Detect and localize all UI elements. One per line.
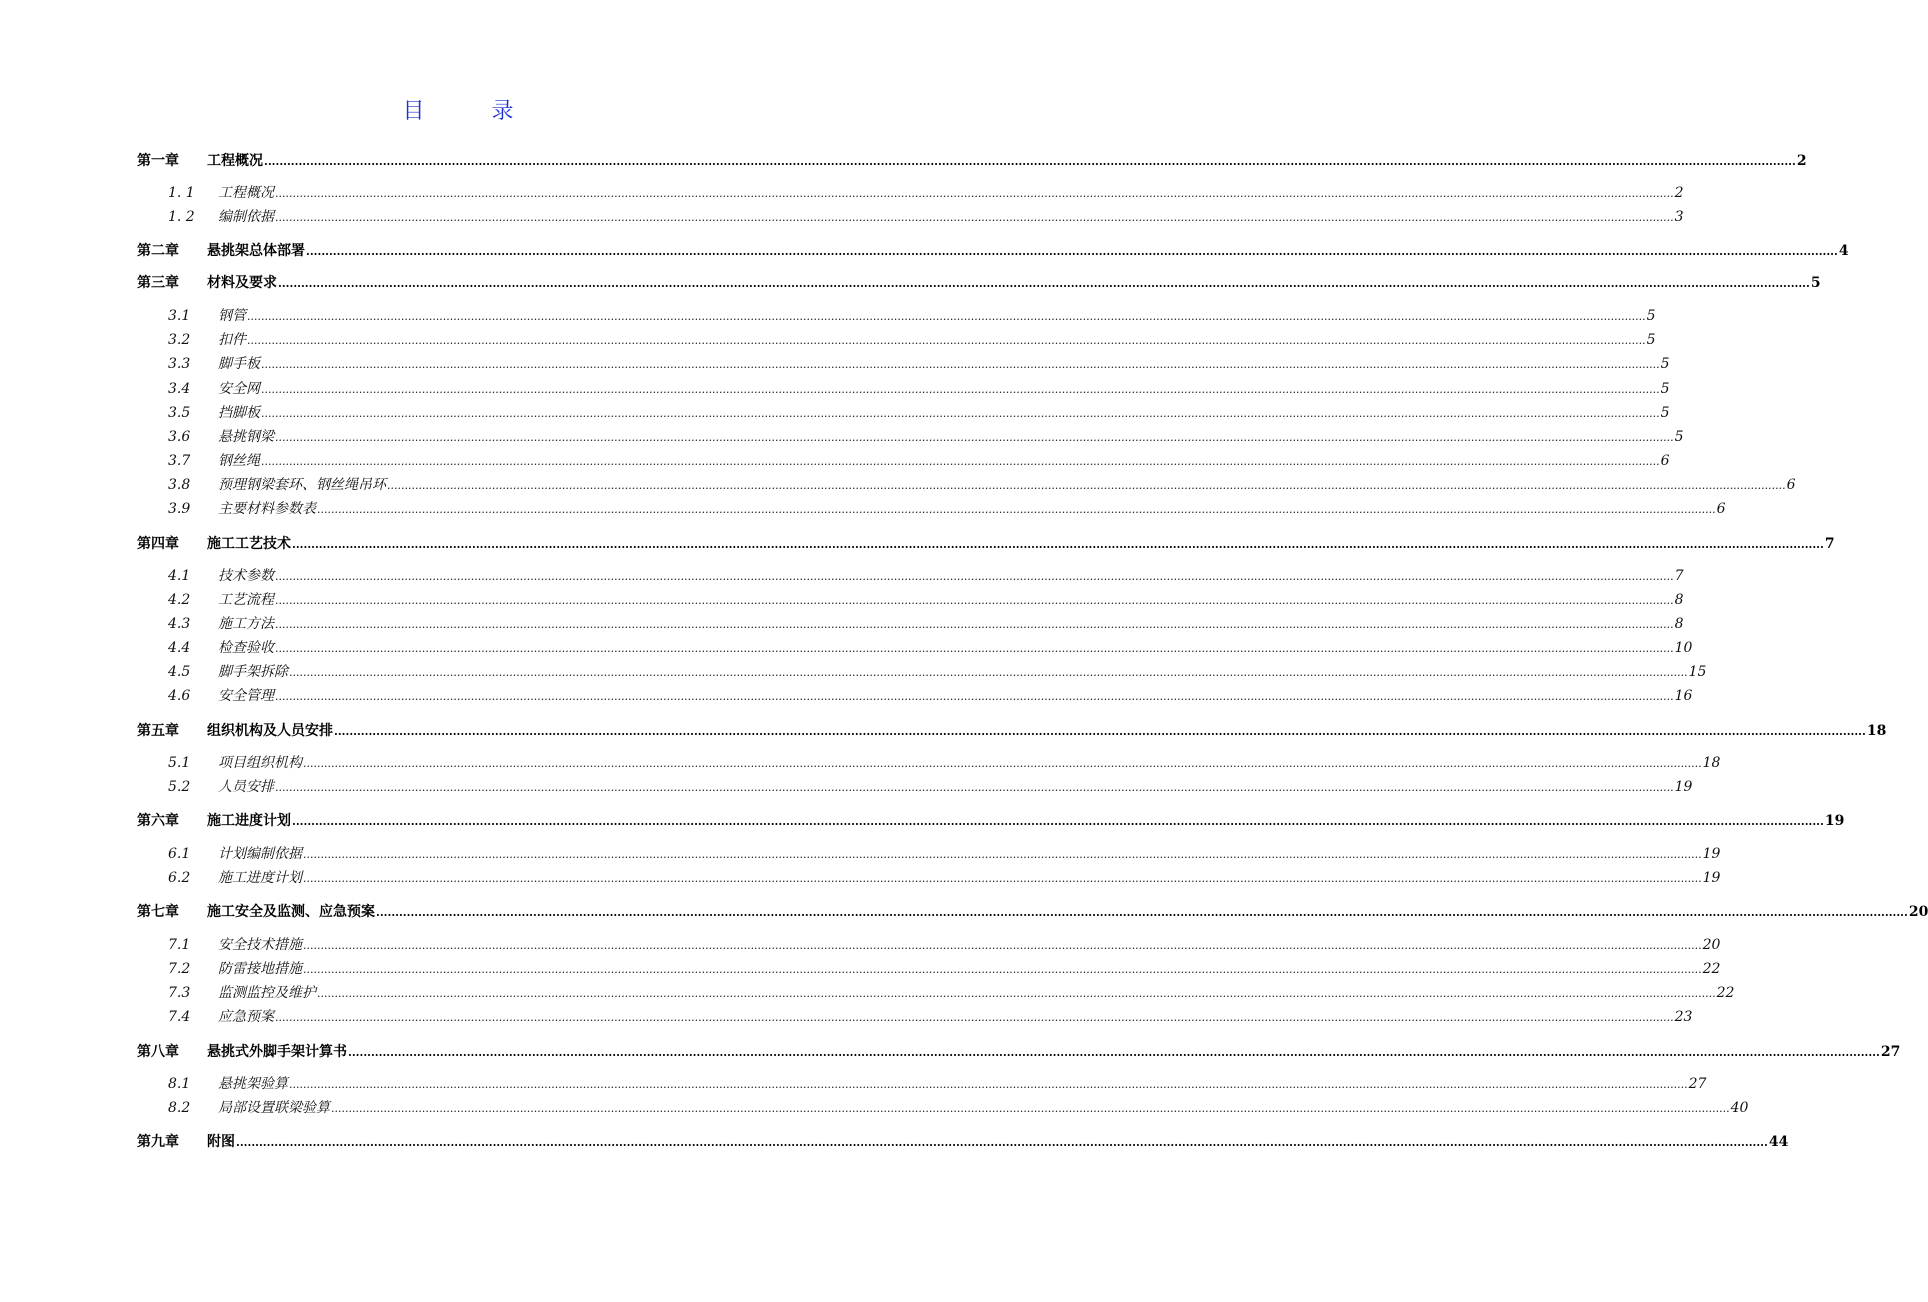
toc-entry-number: 3.1	[168, 308, 191, 324]
toc-entry-number: 7.2	[168, 961, 191, 977]
toc-entry-title: 预理钢梁套环、钢丝绳吊环	[218, 477, 386, 493]
toc-page-number: 4	[1838, 243, 1849, 259]
toc-section-row[interactable]	[168, 589, 1684, 609]
toc-entry-number: 第六章	[137, 813, 179, 829]
toc-entry-title: 安全管理	[218, 688, 274, 704]
toc-entry-title: 安全技术措施	[218, 937, 302, 953]
toc-page-number: 7	[1674, 568, 1684, 584]
toc-entry-number: 3.8	[168, 477, 191, 493]
toc-leader-dots: ................................................................................................................................................................................................................................................................................................................................................................................................................	[275, 642, 1674, 655]
toc-page-number: 22	[1716, 985, 1735, 1001]
toc-page-number: 19	[1702, 870, 1721, 886]
toc-leader-dots: ................................................................................................................................................................................................................................................................................................................................................................................................................	[303, 848, 1702, 861]
toc-section-row[interactable]	[168, 661, 1707, 681]
toc-entry-title: 计划编制依据	[218, 846, 302, 862]
toc-entry-title: 编制依据	[218, 209, 274, 225]
toc-chapter-row[interactable]	[137, 533, 1835, 553]
toc-leader-dots: ................................................................................................................................................................................................................................................................................................................................................................................................................	[247, 310, 1646, 323]
toc-leader-dots: ................................................................................................................................................................................................................................................................................................................................................................................................................	[303, 757, 1702, 770]
toc-section-row[interactable]	[168, 1097, 1749, 1117]
toc-leader-dots: ................................................................................................................................................................................................................................................................................................................................................................................................................	[292, 538, 1824, 551]
toc-section-row[interactable]	[168, 934, 1721, 954]
toc-leader-dots: ................................................................................................................................................................................................................................................................................................................................................................................................................	[261, 383, 1660, 396]
toc-leader-dots: ................................................................................................................................................................................................................................................................................................................................................................................................................	[303, 872, 1702, 885]
toc-page-number: 23	[1674, 1009, 1693, 1025]
toc-entry-title: 监测监控及维护	[218, 985, 316, 1001]
toc-entry-number: 7.4	[168, 1009, 191, 1025]
toc-leader-dots: ................................................................................................................................................................................................................................................................................................................................................................................................................	[331, 1102, 1730, 1115]
toc-chapter-row[interactable]	[137, 240, 1849, 260]
toc-entry-title: 技术参数	[218, 568, 274, 584]
toc-entry-title: 钢丝绳	[218, 453, 260, 469]
toc-section-row[interactable]	[168, 752, 1721, 772]
toc-leader-dots: ................................................................................................................................................................................................................................................................................................................................................................................................................	[275, 211, 1674, 224]
toc-leader-dots: ................................................................................................................................................................................................................................................................................................................................................................................................................	[261, 358, 1660, 371]
toc-section-row[interactable]	[168, 867, 1721, 887]
toc-title: 目 录	[402, 99, 544, 124]
toc-entry-number: 4.1	[168, 568, 191, 584]
toc-chapter-row[interactable]	[137, 150, 1807, 170]
toc-leader-dots: ................................................................................................................................................................................................................................................................................................................................................................................................................	[261, 455, 1660, 468]
toc-section-row[interactable]	[168, 843, 1721, 863]
toc-page-number: 8	[1674, 616, 1684, 632]
toc-section-row[interactable]	[168, 498, 1726, 518]
toc-leader-dots: ................................................................................................................................................................................................................................................................................................................................................................................................................	[236, 1136, 1768, 1149]
toc-entry-number: 第三章	[137, 275, 179, 291]
toc-entry-number: 5.2	[168, 779, 191, 795]
toc-chapter-row[interactable]	[137, 1131, 1789, 1151]
toc-leader-dots: ................................................................................................................................................................................................................................................................................................................................................................................................................	[292, 815, 1824, 828]
toc-leader-dots: ................................................................................................................................................................................................................................................................................................................................................................................................................	[275, 690, 1674, 703]
toc-section-row[interactable]	[168, 565, 1684, 585]
toc-section-row[interactable]	[168, 450, 1670, 470]
toc-chapter-row[interactable]	[137, 1041, 1901, 1061]
toc-section-row[interactable]	[168, 958, 1721, 978]
toc-section-row[interactable]	[168, 426, 1684, 446]
toc-entry-number: 7.1	[168, 937, 191, 953]
toc-page-number: 19	[1702, 846, 1721, 862]
toc-entry-number: 1. 1	[168, 185, 195, 201]
toc-entry-title: 扣件	[218, 332, 246, 348]
toc-entry-title: 人员安排	[218, 779, 274, 795]
toc-entry-title: 工程概况	[207, 153, 263, 169]
toc-entry-number: 6.2	[168, 870, 191, 886]
toc-page-number: 5	[1810, 275, 1821, 291]
toc-entry-number: 3.7	[168, 453, 191, 469]
toc-leader-dots: ................................................................................................................................................................................................................................................................................................................................................................................................................	[303, 939, 1702, 952]
toc-entry-number: 4.6	[168, 688, 191, 704]
toc-page-number: 27	[1880, 1044, 1901, 1060]
toc-entry-number: 4.5	[168, 664, 191, 680]
toc-section-row[interactable]	[168, 613, 1684, 633]
toc-entry-title: 悬挑式外脚手架计算书	[207, 1044, 347, 1060]
toc-entry-number: 4.2	[168, 592, 191, 608]
toc-entry-number: 3.2	[168, 332, 191, 348]
toc-page-number: 8	[1674, 592, 1684, 608]
toc-entry-number: 第一章	[137, 153, 179, 169]
toc-leader-dots: ................................................................................................................................................................................................................................................................................................................................................................................................................	[306, 245, 1838, 258]
toc-entry-title: 附图	[207, 1134, 235, 1150]
toc-chapter-row[interactable]	[137, 272, 1821, 292]
toc-leader-dots: ................................................................................................................................................................................................................................................................................................................................................................................................................	[264, 155, 1796, 168]
toc-entry-number: 3.9	[168, 501, 191, 517]
toc-entry-number: 7.3	[168, 985, 191, 1001]
toc-section-row[interactable]	[168, 685, 1693, 705]
toc-leader-dots: ................................................................................................................................................................................................................................................................................................................................................................................................................	[275, 570, 1674, 583]
toc-entry-number: 第四章	[137, 536, 179, 552]
toc-section-row[interactable]	[168, 982, 1735, 1002]
toc-section-row[interactable]	[168, 1073, 1707, 1093]
toc-page-number: 5	[1674, 429, 1684, 445]
toc-entry-number: 4.3	[168, 616, 191, 632]
toc-section-row[interactable]	[168, 378, 1670, 398]
toc-page-number: 20	[1908, 904, 1928, 920]
toc-leader-dots: ................................................................................................................................................................................................................................................................................................................................................................................................................	[334, 725, 1866, 738]
toc-page-number: 5	[1646, 332, 1656, 348]
toc-entry-number: 8.2	[168, 1100, 191, 1116]
toc-section-row[interactable]	[168, 182, 1684, 202]
toc-entry-number: 3.5	[168, 405, 191, 421]
toc-entry-number: 第九章	[137, 1134, 179, 1150]
toc-entry-number: 第七章	[137, 904, 179, 920]
toc-leader-dots: ................................................................................................................................................................................................................................................................................................................................................................................................................	[387, 479, 1786, 492]
toc-leader-dots: ................................................................................................................................................................................................................................................................................................................................................................................................................	[261, 407, 1660, 420]
toc-entry-number: 5.1	[168, 755, 191, 771]
toc-section-row[interactable]	[168, 206, 1684, 226]
toc-chapter-row[interactable]	[137, 720, 1887, 740]
toc-entry-title: 工程概况	[218, 185, 274, 201]
toc-entry-title: 局部设置联梁验算	[218, 1100, 330, 1116]
toc-entry-title: 施工进度计划	[218, 870, 302, 886]
toc-entry-number: 3.4	[168, 381, 191, 397]
toc-page-number: 2	[1796, 153, 1807, 169]
toc-chapter-row[interactable]	[137, 810, 1845, 830]
toc-section-row[interactable]	[168, 776, 1693, 796]
toc-page-number: 22	[1702, 961, 1721, 977]
toc-entry-number: 6.1	[168, 846, 191, 862]
toc-page-number: 27	[1688, 1076, 1707, 1092]
toc-page-number: 10	[1674, 640, 1693, 656]
toc-leader-dots: ................................................................................................................................................................................................................................................................................................................................................................................................................	[275, 1011, 1674, 1024]
toc-page-number: 5	[1660, 381, 1670, 397]
toc-leader-dots: ................................................................................................................................................................................................................................................................................................................................................................................................................	[317, 503, 1716, 516]
toc-page-number: 15	[1688, 664, 1707, 680]
toc-section-row[interactable]	[168, 1006, 1693, 1026]
toc-entry-title: 防雷接地措施	[218, 961, 302, 977]
toc-section-row[interactable]	[168, 474, 1796, 494]
toc-page-number: 3	[1674, 209, 1684, 225]
toc-section-row[interactable]	[168, 305, 1656, 325]
toc-section-row[interactable]	[168, 353, 1670, 373]
toc-entry-title: 脚手架拆除	[218, 664, 288, 680]
toc-leader-dots: ................................................................................................................................................................................................................................................................................................................................................................................................................	[275, 431, 1674, 444]
toc-page-number: 2	[1674, 185, 1684, 201]
toc-entry-number: 8.1	[168, 1076, 191, 1092]
toc-entry-number: 4.4	[168, 640, 191, 656]
toc-page-number: 18	[1866, 723, 1887, 739]
toc-section-row[interactable]	[168, 329, 1656, 349]
toc-entry-title: 施工工艺技术	[207, 536, 291, 552]
toc-page-number: 7	[1824, 536, 1835, 552]
toc-entry-title: 悬挑架总体部署	[207, 243, 305, 259]
toc-entry-title: 挡脚板	[218, 405, 260, 421]
toc-leader-dots: ................................................................................................................................................................................................................................................................................................................................................................................................................	[317, 987, 1716, 1000]
toc-entry-number: 第八章	[137, 1044, 179, 1060]
toc-page-number: 6	[1786, 477, 1796, 493]
toc-page-number: 19	[1824, 813, 1845, 829]
toc-entry-number: 1. 2	[168, 209, 195, 225]
toc-leader-dots: ................................................................................................................................................................................................................................................................................................................................................................................................................	[247, 334, 1646, 347]
toc-entry-title: 主要材料参数表	[218, 501, 316, 517]
toc-leader-dots: ................................................................................................................................................................................................................................................................................................................................................................................................................	[275, 618, 1674, 631]
toc-page-number: 5	[1646, 308, 1656, 324]
toc-entry-title: 检查验收	[218, 640, 274, 656]
toc-entry-title: 悬挑钢梁	[218, 429, 274, 445]
toc-entry-title: 项目组织机构	[218, 755, 302, 771]
toc-entry-title: 应急预案	[218, 1009, 274, 1025]
toc-leader-dots: ................................................................................................................................................................................................................................................................................................................................................................................................................	[289, 666, 1688, 679]
toc-page-number: 19	[1674, 779, 1693, 795]
toc-entry-title: 施工进度计划	[207, 813, 291, 829]
toc-leader-dots: ................................................................................................................................................................................................................................................................................................................................................................................................................	[275, 187, 1674, 200]
toc-section-row[interactable]	[168, 637, 1693, 657]
toc-page-number: 40	[1730, 1100, 1749, 1116]
toc-entry-title: 安全网	[218, 381, 260, 397]
toc-entry-title: 工艺流程	[218, 592, 274, 608]
toc-page-number: 5	[1660, 356, 1670, 372]
toc-chapter-row[interactable]	[137, 901, 1928, 921]
toc-entry-title: 组织机构及人员安排	[207, 723, 333, 739]
toc-page-number: 18	[1702, 755, 1721, 771]
toc-section-row[interactable]	[168, 402, 1670, 422]
toc-leader-dots: ................................................................................................................................................................................................................................................................................................................................................................................................................	[275, 594, 1674, 607]
toc-page-number: 6	[1716, 501, 1726, 517]
toc-entry-title: 材料及要求	[207, 275, 277, 291]
toc-entry-number: 3.3	[168, 356, 191, 372]
toc-leader-dots: ................................................................................................................................................................................................................................................................................................................................................................................................................	[275, 781, 1674, 794]
toc-entry-title: 施工安全及监测、应急预案	[207, 904, 375, 920]
toc-page-number: 20	[1702, 937, 1721, 953]
toc-leader-dots: ................................................................................................................................................................................................................................................................................................................................................................................................................	[289, 1078, 1688, 1091]
toc-page-number: 5	[1660, 405, 1670, 421]
toc-leader-dots: ................................................................................................................................................................................................................................................................................................................................................................................................................	[303, 963, 1702, 976]
toc-entry-title: 钢管	[218, 308, 246, 324]
toc-page-number: 6	[1660, 453, 1670, 469]
toc-entry-title: 悬挑架验算	[218, 1076, 288, 1092]
toc-leader-dots: ................................................................................................................................................................................................................................................................................................................................................................................................................	[376, 906, 1908, 919]
toc-page-number: 44	[1768, 1134, 1789, 1150]
toc-leader-dots: ................................................................................................................................................................................................................................................................................................................................................................................................................	[278, 277, 1810, 290]
toc-page-number: 16	[1674, 688, 1693, 704]
toc-leader-dots: ................................................................................................................................................................................................................................................................................................................................................................................................................	[348, 1046, 1880, 1059]
toc-entry-number: 第二章	[137, 243, 179, 259]
toc-entry-number: 3.6	[168, 429, 191, 445]
toc-entry-number: 第五章	[137, 723, 179, 739]
toc-entry-title: 施工方法	[218, 616, 274, 632]
toc-entry-title: 脚手板	[218, 356, 260, 372]
